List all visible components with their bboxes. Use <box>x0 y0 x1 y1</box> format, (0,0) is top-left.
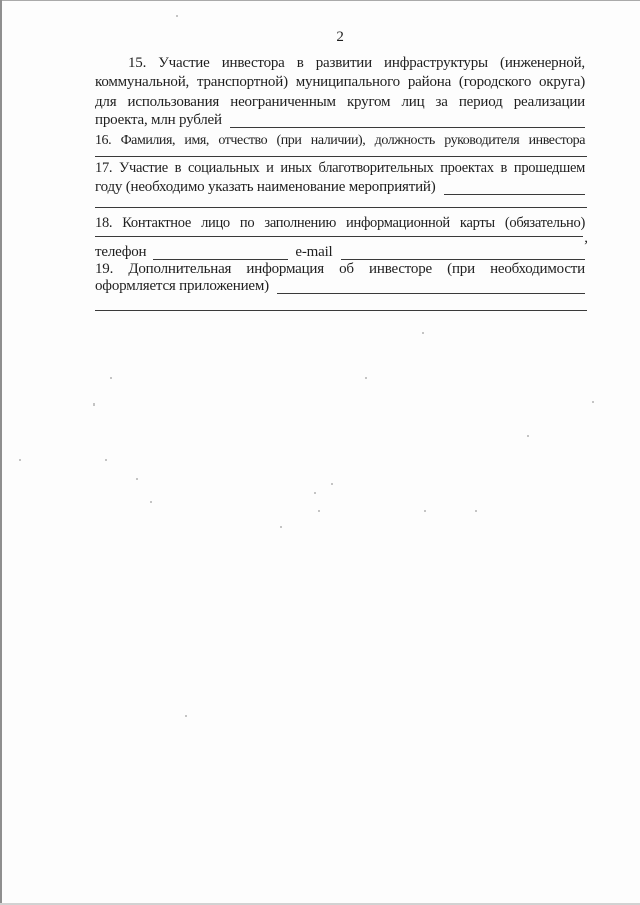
email-fill-in-line <box>341 243 585 260</box>
item-15-line-3: для использования неограниченным кругом лиц за период реализации <box>95 94 585 110</box>
item-16-line: 16. Фамилия, имя, отчество (при наличии), должность руководителя инвестора <box>95 133 585 148</box>
email-label: e-mail <box>295 244 333 260</box>
item-18-trailing-comma: , <box>584 230 588 246</box>
scan-edge-top <box>0 0 640 1</box>
item-18-fill-in-line <box>95 220 583 237</box>
item-19-label-tail: оформляется приложением) <box>95 278 269 294</box>
item-18-fill-in-row <box>95 221 588 246</box>
item-18-line: 18. Контактное лицо по заполнению информационной карты (обязательно) <box>95 215 585 231</box>
phone-fill-in-line <box>153 243 288 260</box>
item-15-fill-in-line <box>230 111 585 128</box>
item-16-fill-in-line <box>95 140 587 157</box>
item-15-label-tail: проекта, млн рублей <box>95 112 222 128</box>
phone-label: телефон <box>95 244 147 260</box>
item-19-fill-in-line-2 <box>95 294 587 311</box>
item-17-label-tail: году (необходимо указать наименование мероприятий) <box>95 179 436 195</box>
item-15-line-2: коммунальной, транспортной) муниципального района (городского округа) <box>95 74 585 90</box>
page-number: 2 <box>336 29 344 45</box>
item-17-line-1: 17. Участие в социальных и иных благотворительных проектах в прошедшем <box>95 160 585 176</box>
item-15-line-1: 15. Участие инвестора в развитии инфраструктуры (инженерной, <box>128 55 585 71</box>
item-19-fill-in-line <box>277 277 585 294</box>
item-19-line-1: 19. Дополнительная информация об инвесторе (при необходимости <box>95 261 585 277</box>
scan-edge-left <box>0 0 2 905</box>
item-17-fill-in-line-2 <box>95 191 587 208</box>
item-15-line-4 <box>95 111 585 130</box>
